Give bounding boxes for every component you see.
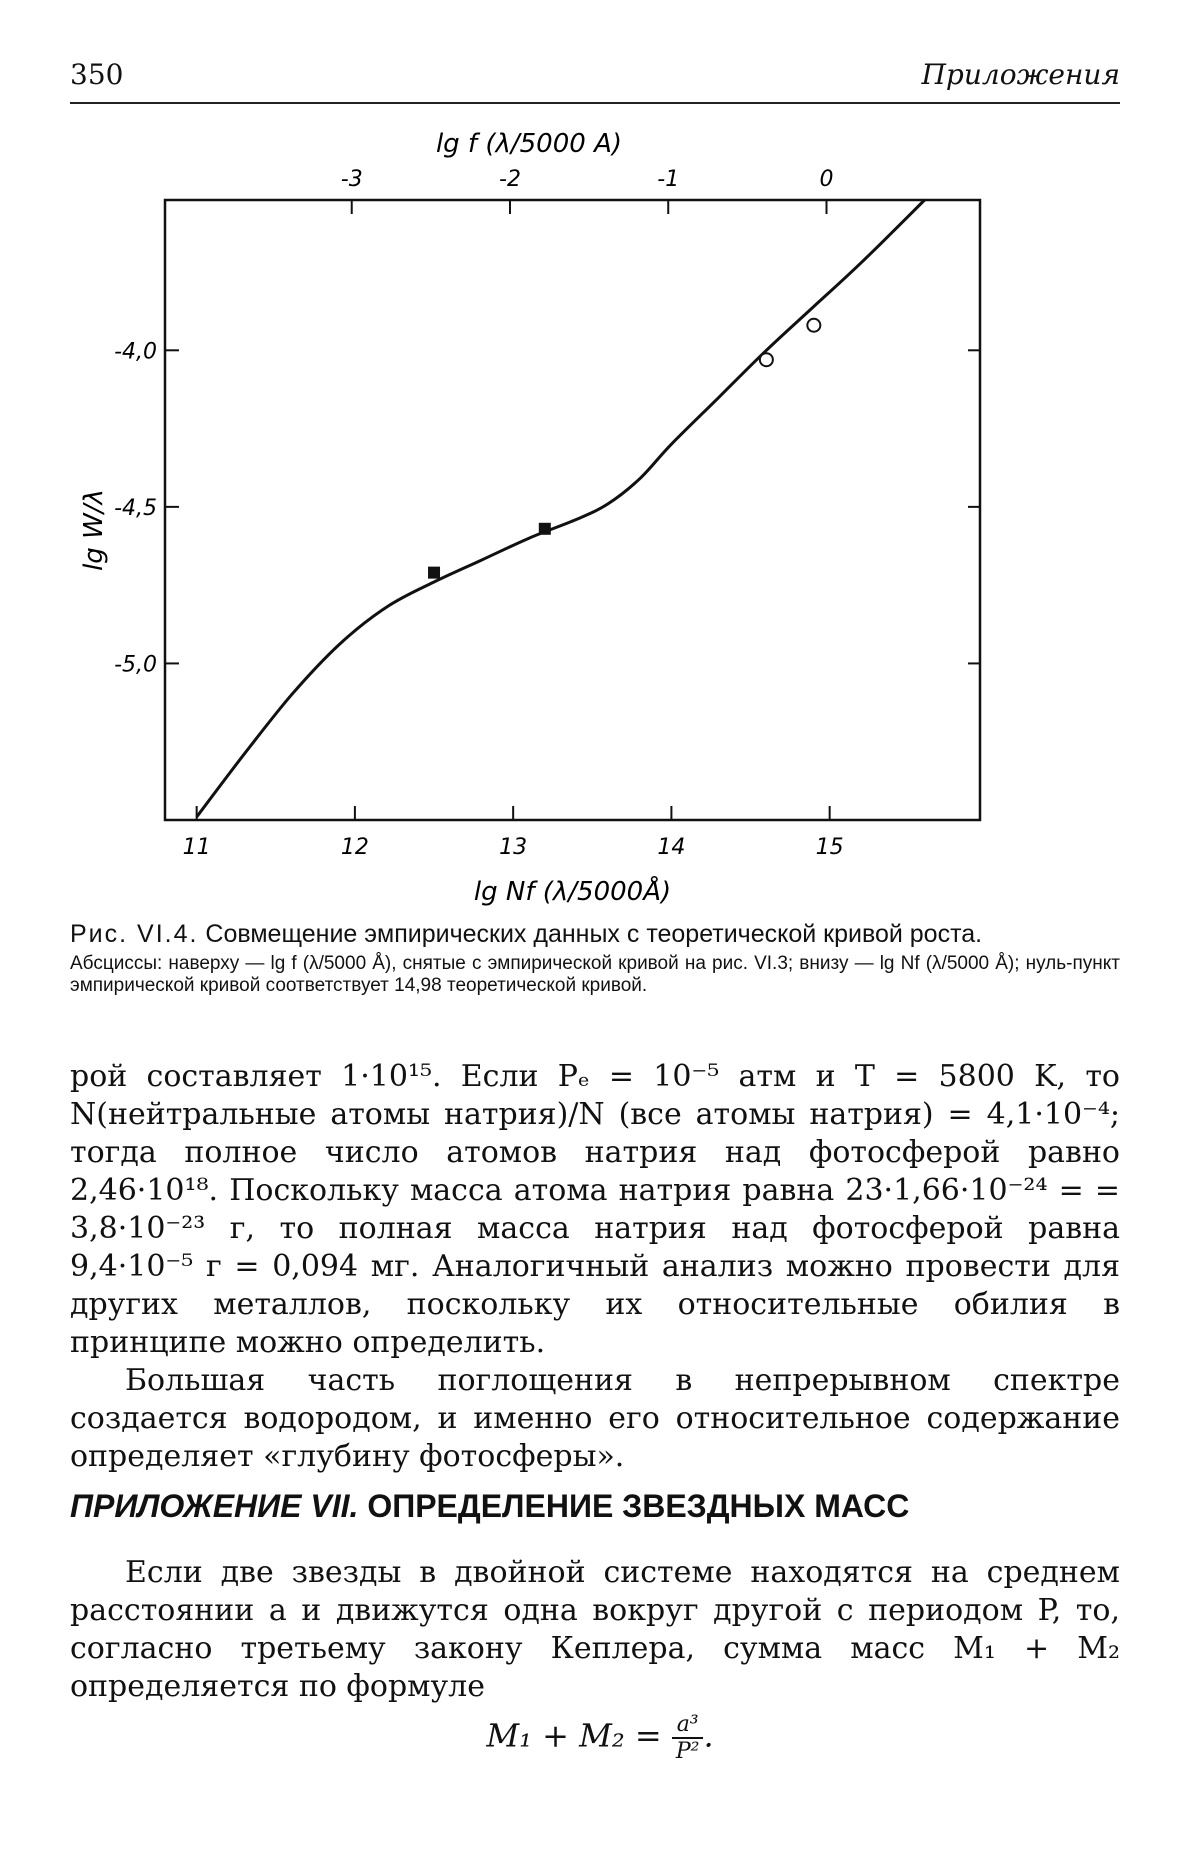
x-tick-label: 14 xyxy=(657,835,686,860)
figure-caption xyxy=(70,920,1120,997)
x-tick-label: 13 xyxy=(499,835,528,860)
x-tick-label: 15 xyxy=(815,835,844,860)
chart-axes xyxy=(165,200,980,820)
plot-frame xyxy=(165,200,980,820)
data-point-square xyxy=(428,567,440,579)
top-tick-label: -3 xyxy=(340,167,363,192)
top-tick-label: 0 xyxy=(819,167,834,192)
top-tick-label: -1 xyxy=(657,167,680,192)
top-axis-title: lg f (λ/5000 A) xyxy=(435,129,623,159)
x-tick-label: 11 xyxy=(182,835,211,860)
formula-end: . xyxy=(703,1716,714,1755)
appendix-text xyxy=(70,1554,1120,1706)
formula-numerator: a³ xyxy=(672,1712,704,1739)
top-tick-label: -2 xyxy=(499,167,521,192)
chart-marks xyxy=(197,200,925,817)
page-number: 350 xyxy=(70,58,124,91)
y-tick-label: -4,0 xyxy=(114,339,157,365)
caption-label: Рис. VI.4. xyxy=(70,920,199,948)
appendix-number: ПРИЛОЖЕНИЕ VII. xyxy=(70,1488,359,1524)
running-head: Приложения xyxy=(921,58,1120,91)
growth-curve-chart xyxy=(60,120,1140,910)
body-text xyxy=(70,1058,1120,1476)
formula-denominator: P² xyxy=(675,1739,700,1764)
appendix-title: ОПРЕДЕЛЕНИЕ ЗВЕЗДНЫХ МАСС xyxy=(358,1488,910,1524)
paragraph: рой составляет 1·10¹⁵. Если Pₑ = 10⁻⁵ атм и T = 5800 K, то N(нейтральные атомы натрия)/N (все атомы натрия) = 4,1·10⁻⁴; тогда полное число атомов натрия над фотосферой равно 2,46·10¹⁸. Поскольку масса атома натрия равна 23·1,66·10⁻²⁴ = = 3,8·10⁻²³ г, то полная масса натрия над фотосферой равна 9,4·10⁻⁵ г = 0,094 мг. Аналогичный анализ можно провести для других металлов, поскольку их относительные обилия в принципе можно определить. xyxy=(70,1059,1120,1360)
data-point-square xyxy=(539,523,551,535)
x-axis-title: lg Nf (λ/5000Å) xyxy=(473,877,672,907)
caption-title: Совмещение эмпирических данных с теоретической кривой роста. xyxy=(198,920,983,948)
page-header xyxy=(70,52,1120,104)
y-tick-label: -4,5 xyxy=(114,495,157,521)
y-axis-title: lg W/λ xyxy=(79,489,109,571)
kepler-formula xyxy=(0,1712,1200,1764)
caption-title-line xyxy=(70,920,1120,949)
paragraph: Большая часть поглощения в непрерывном спектре создается водородом, и именно его относительное содержание определяет «глубину фотосферы». xyxy=(70,1363,1120,1474)
chart-labels xyxy=(79,129,844,907)
caption-details: Абсциссы: наверху — lg f (λ/5000 Å), снятые с эмпирической кривой на рис. VI.3; внизу — lg Nf (λ/5000 Å); нуль-пункт эмпирической кривой соответствует 14,98 теоретической кривой. xyxy=(70,953,1120,996)
data-point-circle xyxy=(760,353,773,366)
formula-fraction xyxy=(672,1712,704,1764)
appendix-heading xyxy=(70,1488,1120,1525)
paragraph: Если две звезды в двойной системе находятся на среднем расстоянии a и движутся одна вокруг другой с периодом P, то, согласно третьему закону Кеплера, сумма масс M₁ + M₂ определяется по формуле xyxy=(70,1555,1120,1704)
theoretical-growth-curve xyxy=(197,200,925,817)
data-point-circle xyxy=(807,319,820,332)
formula-lhs: M₁ + M₂ = xyxy=(486,1716,662,1755)
x-tick-label: 12 xyxy=(340,835,369,860)
y-tick-label: -5,0 xyxy=(114,652,157,678)
